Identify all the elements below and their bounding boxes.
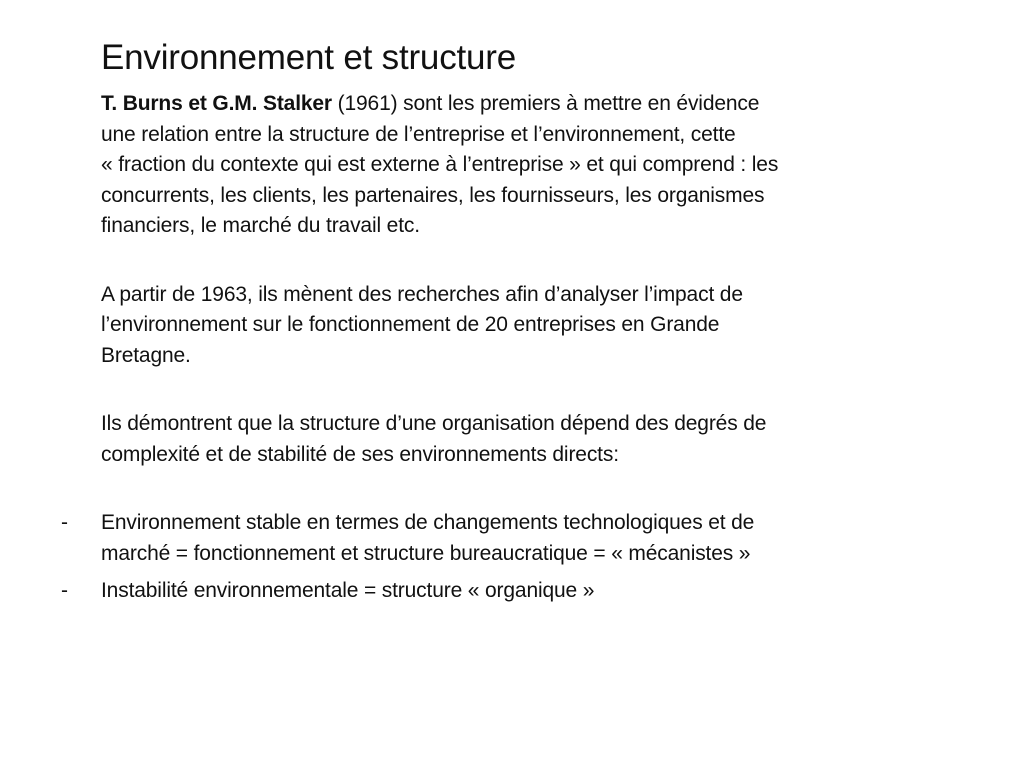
list-item-1-line-2: marché = fonctionnement et structure bureaucratique = « mécanistes » (101, 541, 751, 565)
intro-line-4: concurrents, les clients, les partenaires, les fournisseurs, les organismes (101, 183, 765, 207)
intro-line-5: financiers, le marché du travail etc. (101, 214, 420, 237)
finding-paragraph (101, 409, 1001, 470)
research-line-2: l’environnement sur le fonctionnement de 20 entreprises en Grande (101, 313, 720, 336)
list-item-1-line-1: Environnement stable en termes de changements technologiques et de (101, 511, 755, 534)
intro-paragraph (101, 89, 1001, 242)
intro-line-2: une relation entre la structure de l’entreprise et l’environnement, cette (101, 122, 736, 146)
research-paragraph (101, 280, 1001, 372)
intro-line-1 (101, 89, 1001, 120)
authors-name: T. Burns et G.M. Stalker (101, 92, 332, 115)
research-line-3: Bretagne. (101, 343, 191, 367)
slide-body (61, 89, 1001, 614)
environment-types-list (61, 508, 1001, 607)
dash-marker: - (61, 579, 68, 602)
list-item-2-line-1: Instabilité environnementale = structure « organique » (101, 579, 595, 602)
intro-line-1-rest: (1961) sont les premiers à mettre en évidence (331, 92, 760, 115)
intro-line-3: « fraction du contexte qui est externe à l’entreprise » et qui comprend : les (101, 153, 779, 176)
finding-line-1: Ils démontrent que la structure d’une organisation dépend des degrés de (101, 412, 767, 435)
research-line-1: A partir de 1963, ils mènent des recherches afin d’analyser l’impact de (101, 282, 743, 306)
list-item-unstable-environment (61, 576, 1001, 607)
list-item-stable-environment (61, 508, 1001, 569)
dash-marker: - (61, 511, 68, 534)
finding-line-2: complexité et de stabilité de ses environnements directs: (101, 442, 619, 466)
slide-title: Environnement et structure (101, 38, 517, 77)
